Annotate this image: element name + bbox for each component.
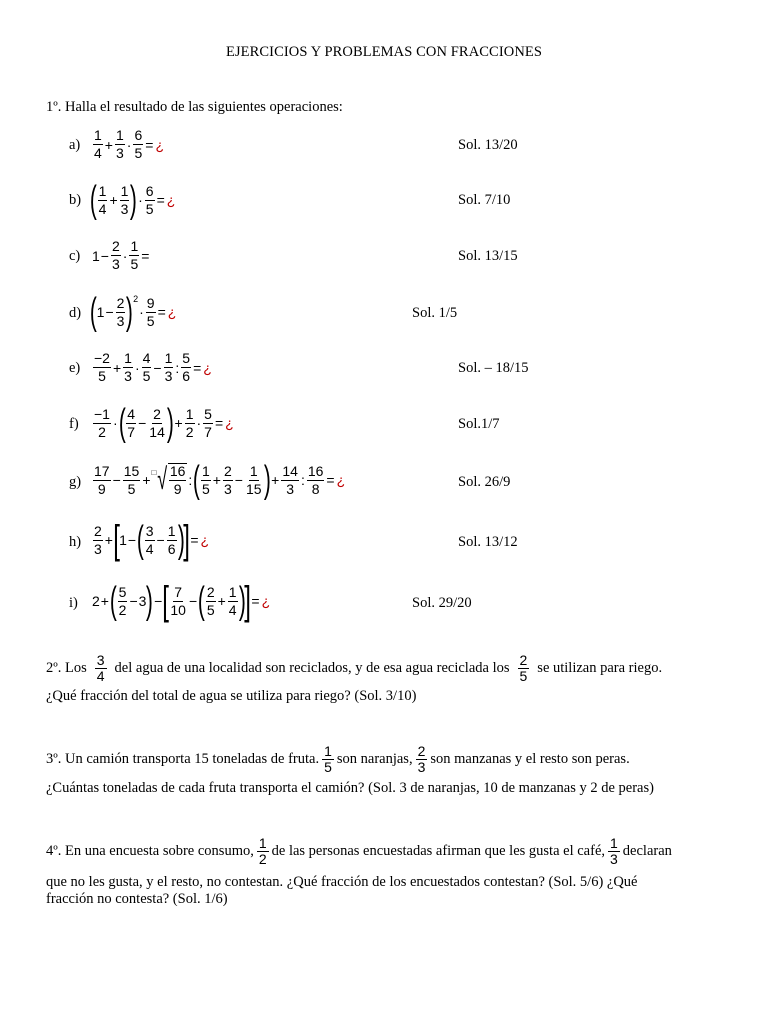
problem-2-question: ¿Qué fracción del total de agua se utiliza para riego? (Sol. 3/10) bbox=[46, 688, 417, 704]
problem-3 bbox=[46, 744, 630, 775]
item-e-expression: $\frac{-2}{5}$ + $\frac{1}{3}$ · $\frac{4}{5}$ − $\frac{1}{3}$ : $\frac{5}{6}$ = ¿ bbox=[94, 350, 212, 384]
item-h-expression: $\frac{2}{3}$ + [ 1 − ( $\frac{3}{4}$ − $\frac{1}{6}$ ) ] = ¿ bbox=[94, 518, 210, 562]
problem-2-text-b: del agua de una localidad son reciclados, y de esa agua reciclada los bbox=[114, 660, 510, 676]
problem-3-text-b: son naranjas, bbox=[336, 751, 413, 767]
problem-4-line-3: fracción no contesta? (Sol. 1/6) bbox=[46, 891, 228, 907]
item-f-expression: $\frac{-1}{2}$ · ( $\frac{4}{7}$ − $\frac{2}{14}$ ) + $\frac{1}{2}$ · $\frac{5}{7}$ = ¿ bbox=[94, 402, 234, 444]
item-i-expression: 2 + ( $\frac{5}{2}$ − 3 ) − [ $\frac{7}{10}$ − ( $\frac{2}{5}$ + $\frac{1}{4}$ ) ] = ¿ bbox=[92, 579, 271, 623]
item-d-solution: Sol. 1/5 bbox=[412, 305, 458, 321]
fraction-2-5: 2 5 bbox=[519, 652, 528, 684]
problem-4-line-2: que no les gusta, y el resto, no contestan. ¿Qué fracción de los encuestados contestan? (Sol. 5/6) ¿Qué bbox=[46, 874, 638, 890]
item-g-solution: Sol. 26/9 bbox=[458, 474, 511, 490]
page-title: EJERCICIOS Y PROBLEMAS CON FRACCIONES bbox=[225, 44, 543, 60]
fraction-1-2: 1 2 bbox=[258, 835, 267, 867]
item-b-expression: ( $\frac{1}{4}$ + $\frac{1}{3}$ ) · $\frac{6}{5}$ = ¿ bbox=[89, 179, 176, 221]
item-a-solution: Sol. 13/20 bbox=[458, 137, 518, 153]
item-c-label: c) bbox=[69, 248, 81, 264]
problem-3-question: ¿Cuántas toneladas de cada fruta transporta el camión? (Sol. 3 de naranjas, 10 de manzanas y 2 de peras) bbox=[46, 780, 654, 796]
item-b-label: b) bbox=[69, 192, 82, 208]
item-c-solution: Sol. 13/15 bbox=[458, 248, 518, 264]
fraction-1-5: 1 5 bbox=[324, 743, 332, 775]
item-f-label: f) bbox=[69, 416, 79, 432]
item-c-expression: 1 − $\frac{2}{3}$ · $\frac{1}{5}$ = bbox=[92, 238, 150, 272]
problem-4-text-c: declaran bbox=[622, 843, 672, 859]
problem-3-text-c: son manzanas y el resto son peras. bbox=[430, 751, 630, 767]
item-h-label: h) bbox=[69, 534, 82, 550]
item-f-solution: Sol.1/7 bbox=[458, 416, 500, 432]
item-g-label: g) bbox=[69, 474, 82, 490]
item-h-solution: Sol. 13/12 bbox=[458, 534, 518, 550]
item-i-solution: Sol. 29/20 bbox=[412, 595, 472, 611]
problem-2-text-a: 2º. Los bbox=[46, 660, 87, 676]
problem-2-text-c: se utilizan para riego. bbox=[537, 660, 663, 676]
problem-4-text-a: 4º. En una encuesta sobre consumo, bbox=[46, 843, 254, 859]
item-a-expression: $\frac{1}{4}$ + $\frac{1}{3}$ · $\frac{6}{5}$ = ¿ bbox=[94, 127, 164, 161]
item-a-label: a) bbox=[69, 137, 81, 153]
problem-3-text-a: 3º. Un camión transporta 15 toneladas de fruta. bbox=[46, 751, 320, 767]
item-b-solution: Sol. 7/10 bbox=[458, 192, 511, 208]
item-d-expression: ( 1 − $\frac{2}{3}$ ) 2 · $\frac{9}{5}$ = ¿ bbox=[89, 291, 177, 333]
fraction-2-3: 2 3 bbox=[417, 743, 426, 775]
item-e-label: e) bbox=[69, 360, 81, 376]
fraction-3-4: 3 4 bbox=[96, 652, 105, 684]
problem-4-text-b: de las personas encuestadas afirman que les gusta el café, bbox=[271, 843, 605, 859]
exercise-1-intro: 1º. Halla el resultado de las siguientes operaciones: bbox=[46, 99, 343, 115]
item-d-label: d) bbox=[69, 305, 82, 321]
item-i-label: i) bbox=[69, 595, 78, 611]
problem-2 bbox=[46, 653, 662, 684]
item-e-solution: Sol. – 18/15 bbox=[458, 360, 529, 376]
item-g-expression: $\frac{17}{9}$ − $\frac{15}{5}$ + □ √ $\frac{16}{9}$ : ( $\frac{1}{5}$ + $\frac{2}{3}$ − $\frac{1}{15}$ ) + $\frac{14}{3}$ : $\frac{16}{8}$ = ¿ bbox=[94, 459, 346, 501]
problem-4 bbox=[46, 836, 672, 867]
fraction-1-3: 1 3 bbox=[610, 835, 618, 867]
